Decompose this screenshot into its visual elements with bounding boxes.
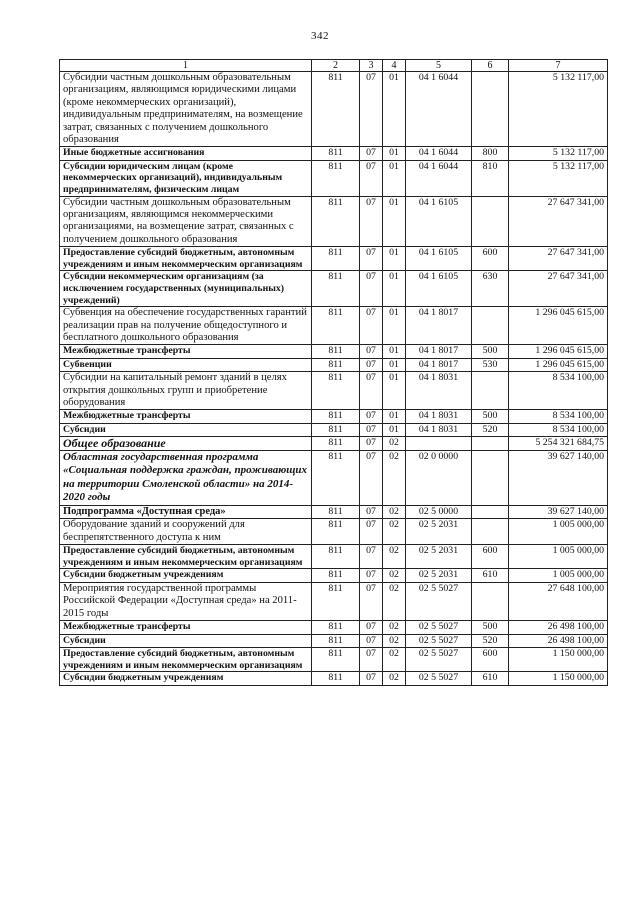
cell-expense-type: 600 xyxy=(472,647,509,671)
cell-section: 07 xyxy=(360,271,383,307)
cell-admin-code: 811 xyxy=(312,450,360,505)
cell-target-article: 02 5 0000 xyxy=(406,506,472,519)
cell-expense-type: 630 xyxy=(472,271,509,307)
cell-admin-code: 811 xyxy=(312,437,360,450)
column-header: 4 xyxy=(383,60,406,72)
cell-admin-code: 811 xyxy=(312,545,360,569)
cell-admin-code: 811 xyxy=(312,506,360,519)
cell-amount: 27 647 341,00 xyxy=(509,196,608,247)
cell-amount: 8 534 100,00 xyxy=(509,372,608,410)
cell-target-article: 04 1 6105 xyxy=(406,271,472,307)
cell-expense-type: 500 xyxy=(472,345,509,358)
cell-expense-type xyxy=(472,450,509,505)
table-row xyxy=(60,647,608,671)
cell-expense-type: 610 xyxy=(472,672,509,685)
cell-admin-code: 811 xyxy=(312,372,360,410)
table-row xyxy=(60,582,608,620)
cell-subsection: 02 xyxy=(383,506,406,519)
cell-name: Субсидии частным дошкольным образовательным организациям, являющимся некоммерческими организациями, на возмещение затрат, связанных с получением дошкольного образования xyxy=(60,196,312,247)
cell-expense-type xyxy=(472,506,509,519)
table-row xyxy=(60,410,608,423)
table-row xyxy=(60,519,608,545)
cell-section: 07 xyxy=(360,672,383,685)
cell-target-article: 02 5 2031 xyxy=(406,569,472,582)
table-row xyxy=(60,423,608,436)
cell-amount: 26 498 100,00 xyxy=(509,634,608,647)
cell-subsection: 02 xyxy=(383,621,406,634)
cell-name: Подпрограмма «Доступная среда» xyxy=(60,506,312,519)
table-row xyxy=(60,247,608,271)
column-header: 6 xyxy=(472,60,509,72)
cell-subsection: 01 xyxy=(383,196,406,247)
cell-admin-code: 811 xyxy=(312,271,360,307)
cell-subsection: 01 xyxy=(383,372,406,410)
cell-subsection: 02 xyxy=(383,634,406,647)
cell-name: Межбюджетные трансферты xyxy=(60,345,312,358)
table-row xyxy=(60,196,608,247)
table-row xyxy=(60,72,608,147)
cell-section: 07 xyxy=(360,450,383,505)
cell-subsection: 01 xyxy=(383,307,406,345)
cell-target-article: 04 1 8031 xyxy=(406,410,472,423)
table-row xyxy=(60,147,608,160)
cell-subsection: 02 xyxy=(383,545,406,569)
cell-target-article: 04 1 6105 xyxy=(406,247,472,271)
cell-section: 07 xyxy=(360,196,383,247)
cell-amount: 5 254 321 684,75 xyxy=(509,437,608,450)
cell-admin-code: 811 xyxy=(312,196,360,247)
cell-expense-type: 530 xyxy=(472,358,509,371)
cell-name: Межбюджетные трансферты xyxy=(60,410,312,423)
cell-expense-type: 600 xyxy=(472,545,509,569)
cell-expense-type xyxy=(472,307,509,345)
cell-subsection: 01 xyxy=(383,147,406,160)
cell-amount: 1 150 000,00 xyxy=(509,672,608,685)
table-row xyxy=(60,160,608,196)
cell-admin-code: 811 xyxy=(312,519,360,545)
table-row xyxy=(60,621,608,634)
column-header: 5 xyxy=(406,60,472,72)
cell-admin-code: 811 xyxy=(312,410,360,423)
cell-amount: 1 296 045 615,00 xyxy=(509,345,608,358)
cell-target-article: 02 5 5027 xyxy=(406,647,472,671)
table-row xyxy=(60,506,608,519)
table-row xyxy=(60,569,608,582)
cell-subsection: 02 xyxy=(383,569,406,582)
cell-section: 07 xyxy=(360,307,383,345)
cell-name: Субсидии xyxy=(60,423,312,436)
cell-admin-code: 811 xyxy=(312,358,360,371)
cell-amount: 39 627 140,00 xyxy=(509,506,608,519)
cell-expense-type xyxy=(472,437,509,450)
cell-target-article: 04 1 8031 xyxy=(406,423,472,436)
table-row xyxy=(60,672,608,685)
cell-amount: 1 005 000,00 xyxy=(509,569,608,582)
cell-expense-type xyxy=(472,519,509,545)
column-header: 3 xyxy=(360,60,383,72)
cell-amount: 39 627 140,00 xyxy=(509,450,608,505)
cell-subsection: 02 xyxy=(383,672,406,685)
cell-section: 07 xyxy=(360,519,383,545)
cell-admin-code: 811 xyxy=(312,672,360,685)
cell-name: Субвенции xyxy=(60,358,312,371)
cell-name: Предоставление субсидий бюджетным, автономным учреждениям и иным некоммерческим организациям xyxy=(60,247,312,271)
table-row xyxy=(60,372,608,410)
cell-name: Субвенция на обеспечение государственных гарантий реализации прав на получение общедоступного и бесплатного дошкольного образования xyxy=(60,307,312,345)
cell-admin-code: 811 xyxy=(312,569,360,582)
cell-section: 07 xyxy=(360,647,383,671)
cell-admin-code: 811 xyxy=(312,72,360,147)
cell-subsection: 01 xyxy=(383,423,406,436)
cell-admin-code: 811 xyxy=(312,247,360,271)
cell-target-article: 04 1 8017 xyxy=(406,358,472,371)
cell-section: 07 xyxy=(360,569,383,582)
cell-subsection: 01 xyxy=(383,247,406,271)
cell-amount: 1 296 045 615,00 xyxy=(509,307,608,345)
cell-subsection: 01 xyxy=(383,358,406,371)
cell-name: Иные бюджетные ассигнования xyxy=(60,147,312,160)
cell-section: 07 xyxy=(360,72,383,147)
table-row xyxy=(60,634,608,647)
cell-name: Межбюджетные трансферты xyxy=(60,621,312,634)
cell-expense-type xyxy=(472,372,509,410)
cell-amount: 1 005 000,00 xyxy=(509,545,608,569)
cell-target-article: 04 1 8017 xyxy=(406,345,472,358)
cell-amount: 5 132 117,00 xyxy=(509,147,608,160)
cell-subsection: 02 xyxy=(383,519,406,545)
cell-target-article: 04 1 6044 xyxy=(406,160,472,196)
table-row xyxy=(60,545,608,569)
cell-expense-type xyxy=(472,582,509,620)
cell-section: 07 xyxy=(360,345,383,358)
cell-target-article xyxy=(406,437,472,450)
cell-target-article: 02 5 5027 xyxy=(406,582,472,620)
cell-subsection: 02 xyxy=(383,582,406,620)
column-header: 2 xyxy=(312,60,360,72)
cell-admin-code: 811 xyxy=(312,621,360,634)
cell-name: Субсидии на капитальный ремонт зданий в целях открытия дошкольных групп и приобретение оборудования xyxy=(60,372,312,410)
cell-expense-type: 520 xyxy=(472,634,509,647)
cell-target-article: 02 5 5027 xyxy=(406,621,472,634)
cell-name: Субсидии некоммерческим организациям (за исключением государственных (муниципальных) учреждений) xyxy=(60,271,312,307)
cell-subsection: 01 xyxy=(383,271,406,307)
cell-expense-type: 520 xyxy=(472,423,509,436)
cell-section: 07 xyxy=(360,160,383,196)
cell-section: 07 xyxy=(360,437,383,450)
cell-name: Общее образование xyxy=(60,437,312,450)
cell-section: 07 xyxy=(360,582,383,620)
column-header: 7 xyxy=(509,60,608,72)
cell-expense-type xyxy=(472,72,509,147)
cell-expense-type: 800 xyxy=(472,147,509,160)
cell-admin-code: 811 xyxy=(312,147,360,160)
cell-expense-type: 500 xyxy=(472,621,509,634)
cell-subsection: 01 xyxy=(383,410,406,423)
cell-subsection: 02 xyxy=(383,437,406,450)
page-number: 342 xyxy=(311,30,329,42)
cell-name: Областная государственная программа «Социальная поддержка граждан, проживающих на территории Смоленской области» на 2014-2020 годы xyxy=(60,450,312,505)
cell-target-article: 02 5 2031 xyxy=(406,545,472,569)
table-row xyxy=(60,271,608,307)
cell-expense-type: 500 xyxy=(472,410,509,423)
cell-expense-type: 600 xyxy=(472,247,509,271)
cell-amount: 8 534 100,00 xyxy=(509,423,608,436)
cell-admin-code: 811 xyxy=(312,647,360,671)
cell-target-article: 04 1 8017 xyxy=(406,307,472,345)
table-row xyxy=(60,450,608,505)
table-row xyxy=(60,307,608,345)
cell-subsection: 02 xyxy=(383,647,406,671)
cell-expense-type: 610 xyxy=(472,569,509,582)
cell-amount: 8 534 100,00 xyxy=(509,410,608,423)
cell-name: Субсидии xyxy=(60,634,312,647)
column-header: 1 xyxy=(60,60,312,72)
cell-expense-type: 810 xyxy=(472,160,509,196)
cell-name: Субсидии юридическим лицам (кроме некоммерческих организаций), индивидуальным предпринимателям, физическим лицам xyxy=(60,160,312,196)
cell-section: 07 xyxy=(360,634,383,647)
cell-admin-code: 811 xyxy=(312,345,360,358)
cell-target-article: 02 5 5027 xyxy=(406,672,472,685)
cell-target-article: 04 1 8031 xyxy=(406,372,472,410)
cell-amount: 26 498 100,00 xyxy=(509,621,608,634)
cell-admin-code: 811 xyxy=(312,582,360,620)
cell-target-article: 02 5 2031 xyxy=(406,519,472,545)
table-row xyxy=(60,358,608,371)
cell-name: Предоставление субсидий бюджетным, автономным учреждениям и иным некоммерческим организациям xyxy=(60,647,312,671)
cell-section: 07 xyxy=(360,358,383,371)
cell-admin-code: 811 xyxy=(312,423,360,436)
cell-subsection: 01 xyxy=(383,160,406,196)
table-row xyxy=(60,345,608,358)
cell-amount: 27 647 341,00 xyxy=(509,271,608,307)
cell-target-article: 02 0 0000 xyxy=(406,450,472,505)
cell-target-article: 04 1 6105 xyxy=(406,196,472,247)
cell-target-article: 02 5 5027 xyxy=(406,634,472,647)
cell-admin-code: 811 xyxy=(312,634,360,647)
cell-name: Мероприятия государственной программы Российской Федерации «Доступная среда» на 2011-2015 годы xyxy=(60,582,312,620)
cell-name: Субсидии бюджетным учреждениям xyxy=(60,672,312,685)
cell-section: 07 xyxy=(360,247,383,271)
cell-amount: 27 647 341,00 xyxy=(509,247,608,271)
cell-expense-type xyxy=(472,196,509,247)
cell-amount: 5 132 117,00 xyxy=(509,160,608,196)
cell-amount: 1 296 045 615,00 xyxy=(509,358,608,371)
cell-name: Субсидии бюджетным учреждениям xyxy=(60,569,312,582)
cell-name: Предоставление субсидий бюджетным, автономным учреждениям и иным некоммерческим организациям xyxy=(60,545,312,569)
cell-target-article: 04 1 6044 xyxy=(406,147,472,160)
cell-section: 07 xyxy=(360,545,383,569)
cell-section: 07 xyxy=(360,423,383,436)
budget-table xyxy=(59,59,608,686)
cell-amount: 1 005 000,00 xyxy=(509,519,608,545)
cell-name: Оборудование зданий и сооружений для беспрепятственного доступа к ним xyxy=(60,519,312,545)
cell-section: 07 xyxy=(360,621,383,634)
cell-admin-code: 811 xyxy=(312,307,360,345)
cell-amount: 5 132 117,00 xyxy=(509,72,608,147)
cell-amount: 27 648 100,00 xyxy=(509,582,608,620)
cell-section: 07 xyxy=(360,506,383,519)
table-row xyxy=(60,437,608,450)
cell-subsection: 01 xyxy=(383,345,406,358)
table-body xyxy=(60,72,608,686)
cell-name: Субсидии частным дошкольным образовательным организациям, являющимся юридическими лицами (кроме некоммерческих организаций), индивидуальным предпринимателям, на возмещение затрат, связанных с получением дошкольного образования xyxy=(60,72,312,147)
cell-target-article: 04 1 6044 xyxy=(406,72,472,147)
table-header-row xyxy=(60,60,608,72)
cell-section: 07 xyxy=(360,410,383,423)
cell-section: 07 xyxy=(360,372,383,410)
cell-admin-code: 811 xyxy=(312,160,360,196)
cell-amount: 1 150 000,00 xyxy=(509,647,608,671)
cell-section: 07 xyxy=(360,147,383,160)
cell-subsection: 01 xyxy=(383,72,406,147)
cell-subsection: 02 xyxy=(383,450,406,505)
